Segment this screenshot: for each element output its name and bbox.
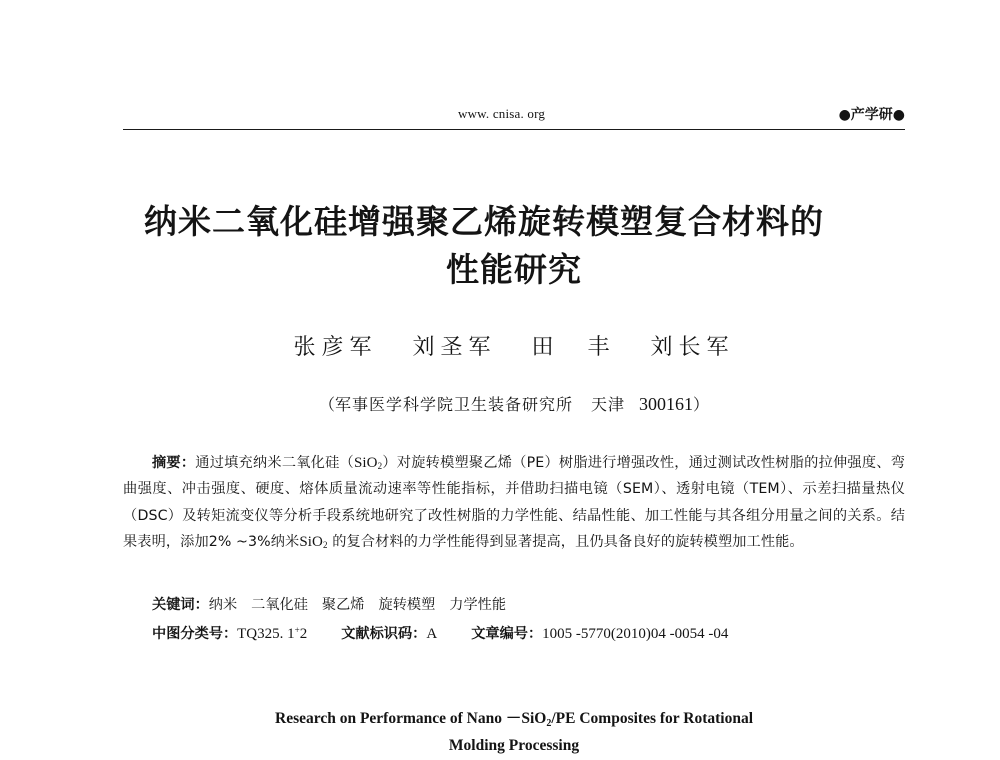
affiliation-postcode: 300161 [639, 394, 694, 414]
abstract-text-part-1: 通过填充纳米二氧化硅（ [195, 455, 354, 471]
keyword: 力学性能 [449, 597, 507, 613]
author-list [123, 330, 905, 361]
keywords-label: 关键词： [152, 597, 209, 613]
english-title-subscript: 2 [546, 718, 552, 729]
document-code-value: A [426, 626, 438, 642]
clc-value-sup: + [294, 625, 300, 635]
english-title-text: Research on Performance of Nano －SiO [275, 710, 547, 727]
formula-subscript: 2 [377, 461, 383, 471]
header-rule [123, 129, 905, 130]
abstract-text-part-2: ）对旋转模塑聚乙烯（PE）树脂进行增强改性，通过测试改性树脂的拉伸强度、弯曲强度、冲击强度、硬度、熔体质量流动速率等性能指标，并借助扫描电镜（SEM）、透射电镜（TEM）、示差扫描量热仪（DSC）及转矩流变仪等分析手段系统地研究了改性树脂的力学性能、结晶性能、加工性能与其各组分用量之间的关系。结果表明，添加2% ~3%纳米 [123, 455, 905, 550]
abstract-label: 摘要： [152, 455, 196, 471]
english-title-text: /PE Composites for Rotational [551, 710, 753, 727]
running-header [123, 100, 905, 130]
affiliation-institution: 军事医学科学院卫生装备研究所 [334, 395, 573, 414]
title-line-1: 纳米二氧化硅增强聚乙烯旋转模塑复合材料的 [144, 202, 824, 241]
classification-row [152, 623, 728, 643]
author-name: 田 丰 [531, 335, 616, 360]
clc-value-main: TQ325. 1 [237, 626, 295, 642]
affiliation-open-paren: （ [318, 395, 335, 414]
title-line-2: 性能研究 [446, 250, 582, 289]
affiliation-close-paren: ） [693, 395, 710, 414]
author-name: 刘长军 [650, 335, 735, 360]
affiliation-city: 天津 [591, 395, 626, 414]
header-site-url: www. cnisa. org [458, 106, 546, 121]
article-number-value: 1005 -5770(2010)04 -0054 -04 [542, 626, 729, 642]
formula-subscript: 2 [322, 539, 328, 550]
formula-text: SiO [353, 455, 378, 471]
clc-value [237, 626, 307, 642]
author-name: 张彦军 [293, 335, 378, 360]
keyword: 聚乙烯 [321, 597, 365, 613]
article-number-label: 文章编号： [471, 626, 543, 642]
formula-text: SiO [299, 533, 323, 550]
clc-label: 中图分类号： [152, 626, 238, 642]
english-title-line-1 [123, 705, 905, 732]
abstract-paragraph [123, 450, 905, 555]
abstract-formula-sio2-b [299, 534, 327, 550]
clc-value-tail: 2 [299, 626, 308, 642]
keyword: 旋转模塑 [378, 597, 436, 613]
english-title-line-2: Molding Processing [448, 737, 580, 754]
keywords-row [152, 594, 520, 614]
author-name: 刘圣军 [412, 335, 497, 360]
author-affiliation [123, 392, 905, 415]
keyword: 纳米 [208, 597, 238, 613]
header-section-label: ●产学研● [838, 107, 905, 123]
keyword: 二氧化硅 [251, 597, 308, 613]
abstract-formula-sio2 [354, 455, 382, 471]
document-code-label: 文献标识码： [341, 626, 427, 642]
abstract-text-part-3: 的复合材料的力学性能得到显著提高，且仍具备良好的旋转模塑加工性能。 [327, 533, 804, 550]
article-title [123, 198, 905, 294]
english-title [123, 705, 905, 759]
